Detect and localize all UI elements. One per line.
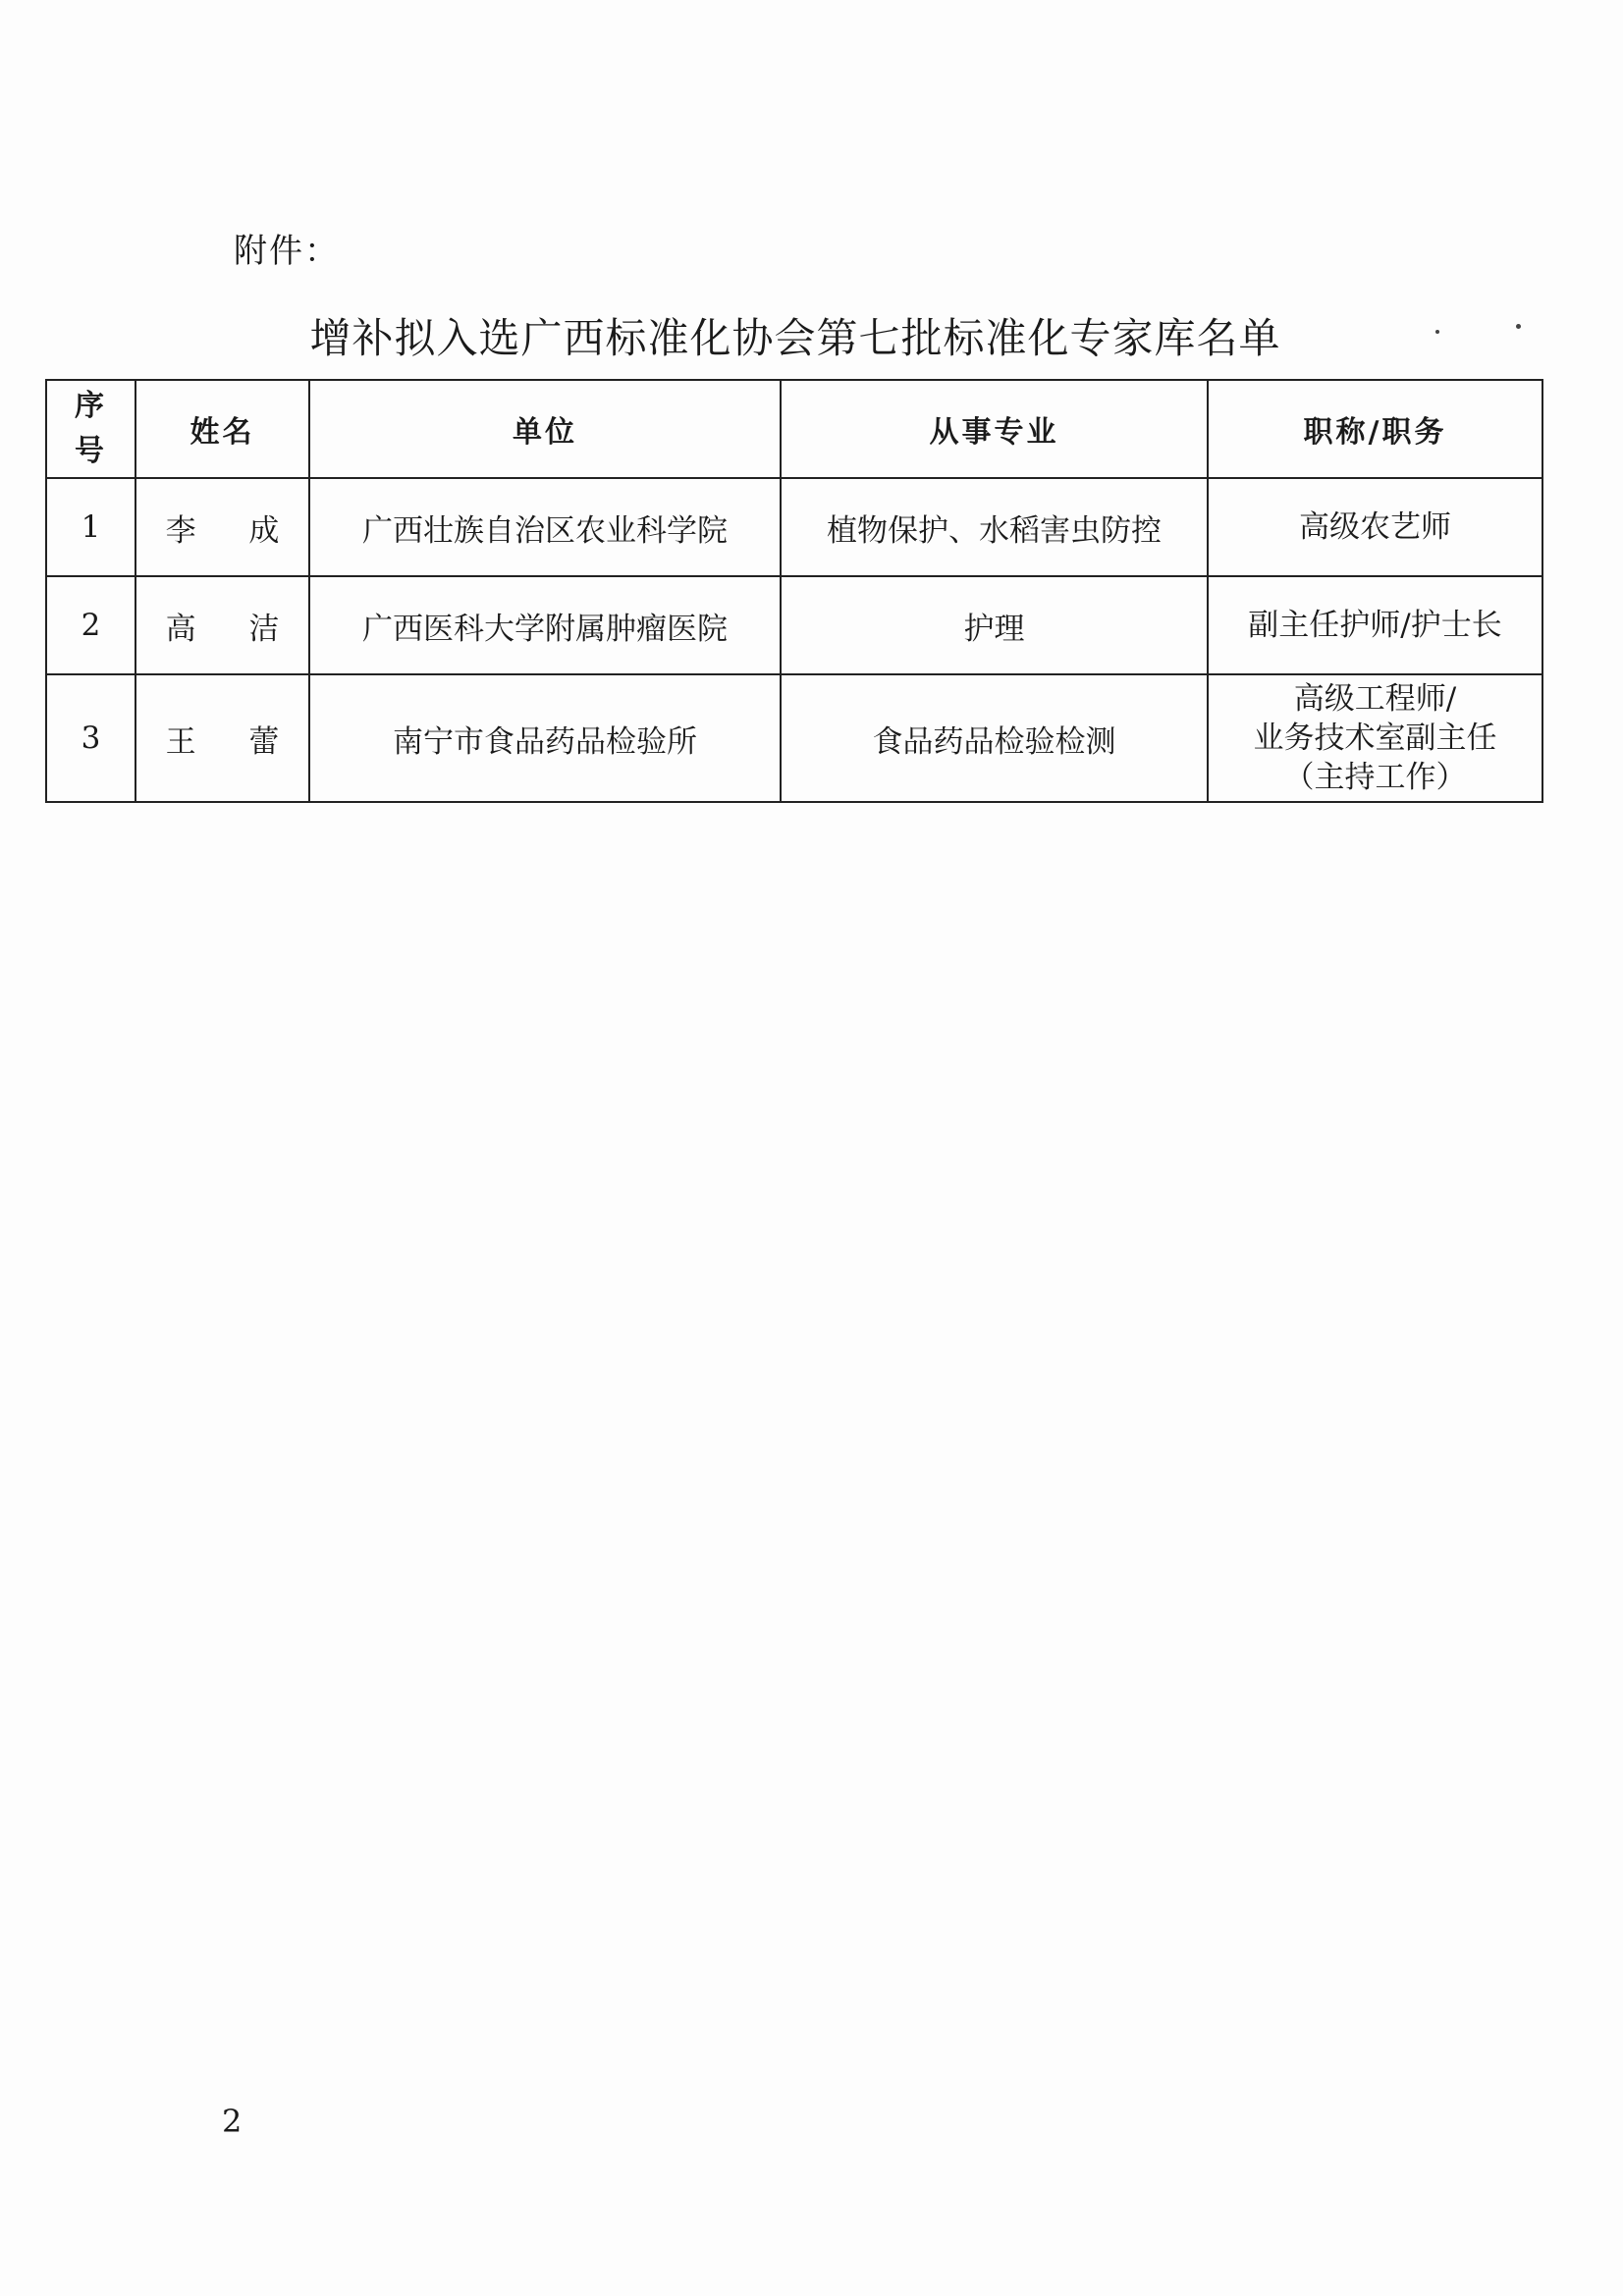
table-row [46, 478, 1542, 576]
title-position-line: 业务技术室副主任 [1253, 721, 1497, 756]
cell-name: 李 成 [135, 478, 309, 576]
cell-name: 高 洁 [135, 576, 309, 674]
document-title: 增补拟入选广西标准化协会第七批标准化专家库名单 [309, 314, 1281, 362]
header-specialty: 从事专业 [781, 380, 1208, 478]
scan-speck [1435, 330, 1439, 334]
header-seq-line1: 序 [75, 389, 107, 423]
header-unit: 单位 [309, 380, 781, 478]
header-title-position: 职称/职务 [1208, 380, 1542, 478]
cell-seq: 3 [46, 674, 135, 802]
cell-title-position [1208, 576, 1542, 674]
cell-name: 王 蕾 [135, 674, 309, 802]
header-seq [46, 380, 135, 478]
header-name: 姓名 [135, 380, 309, 478]
title-position-line: 副主任护师/护士长 [1248, 608, 1502, 643]
cell-title-position [1208, 478, 1542, 576]
expert-list-table [45, 379, 1543, 803]
table-row [46, 674, 1542, 802]
scan-speck [1516, 324, 1521, 329]
table-header-row [46, 380, 1542, 478]
cell-unit: 南宁市食品药品检验所 [309, 674, 781, 802]
cell-unit: 广西医科大学附属肿瘤医院 [309, 576, 781, 674]
cell-title-position [1208, 674, 1542, 802]
cell-seq: 2 [46, 576, 135, 674]
attachment-label: 附件： [234, 232, 340, 271]
title-position-line: 高级农艺师 [1299, 509, 1451, 545]
page-number: 2 [222, 2103, 243, 2140]
cell-seq: 1 [46, 478, 135, 576]
title-position-line: 高级工程师/ [1293, 681, 1457, 717]
header-seq-line2: 号 [75, 434, 107, 468]
cell-specialty: 食品药品检验检测 [781, 674, 1208, 802]
cell-unit: 广西壮族自治区农业科学院 [309, 478, 781, 576]
title-position-line: （主持工作） [1283, 760, 1467, 795]
table-row [46, 576, 1542, 674]
cell-specialty: 植物保护、水稻害虫防控 [781, 478, 1208, 576]
cell-specialty: 护理 [781, 576, 1208, 674]
